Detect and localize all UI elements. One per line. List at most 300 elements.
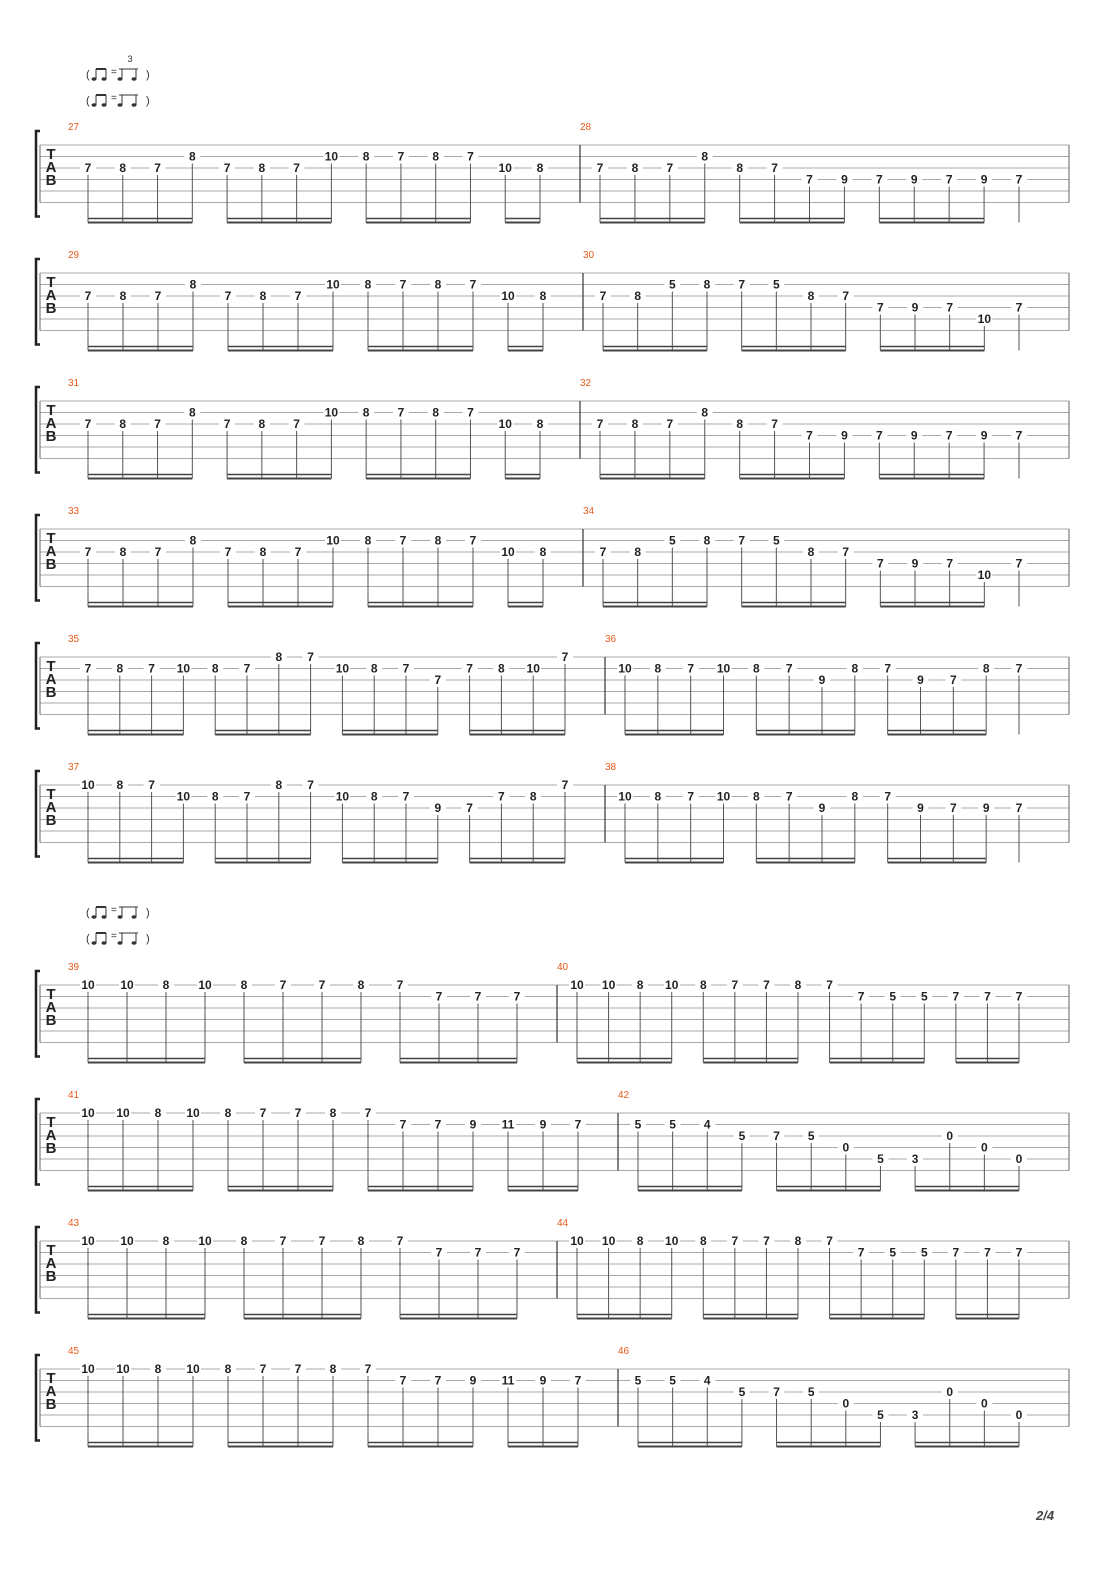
fret-number: 9 xyxy=(917,801,924,815)
fret-number: 8 xyxy=(752,661,760,676)
bar-number: 44 xyxy=(557,1218,569,1229)
tab-clef-letter: T xyxy=(46,1114,56,1131)
fret-number: 7 xyxy=(666,161,674,175)
fret-number: 8 xyxy=(851,789,859,804)
note-head xyxy=(92,77,97,81)
fret-number: 10 xyxy=(501,289,515,303)
fret-number: 8 xyxy=(654,789,662,804)
fret-number: 3 xyxy=(911,1408,919,1422)
fret-number: 8 xyxy=(357,1234,365,1248)
tab-clef-letter: T xyxy=(46,530,56,547)
fret-number: 7 xyxy=(826,978,833,992)
fret-number: 10 xyxy=(120,1234,134,1248)
fret-number: 7 xyxy=(396,978,404,992)
fret-number: 7 xyxy=(1015,801,1023,815)
fret-number: 7 xyxy=(945,172,953,187)
fret-number: 7 xyxy=(785,661,793,676)
fret-number: 7 xyxy=(469,277,477,292)
fret-number: 10 xyxy=(498,161,512,175)
fret-number: 7 xyxy=(307,650,314,664)
tab-clef-letter: A xyxy=(45,1255,57,1272)
fret-number: 7 xyxy=(842,289,850,303)
fret-number: 8 xyxy=(259,289,267,303)
tab-system xyxy=(36,634,1069,735)
fret-number: 7 xyxy=(1015,428,1023,443)
fret-number: 10 xyxy=(186,1362,200,1376)
fret-number: 5 xyxy=(772,277,780,292)
fret-number: 8 xyxy=(259,545,267,559)
fret-number: 7 xyxy=(154,545,162,559)
bar-number: 35 xyxy=(68,634,80,645)
fret-number: 8 xyxy=(116,778,124,792)
fret-number: 10 xyxy=(198,978,212,992)
bar-number: 39 xyxy=(68,962,80,973)
fret-number: 10 xyxy=(570,1234,584,1248)
tab-clef-letter: A xyxy=(45,159,57,176)
fret-number: 7 xyxy=(148,778,155,792)
fret-number: 7 xyxy=(154,289,162,303)
fret-number: 10 xyxy=(501,545,515,559)
tab-clef-letter: T xyxy=(46,274,56,291)
fret-number: 9 xyxy=(910,172,918,187)
fret-number: 8 xyxy=(536,417,544,431)
fret-number: 10 xyxy=(601,978,616,992)
fret-number: 10 xyxy=(498,417,512,431)
tab-clef-letter: A xyxy=(45,543,57,560)
bar-number: 36 xyxy=(605,634,617,645)
tab-clef-letter: A xyxy=(45,415,57,432)
fret-number: 9 xyxy=(469,1117,477,1132)
fret-number: 10 xyxy=(176,789,191,804)
fret-number: 10 xyxy=(716,789,731,804)
paren-open: ( xyxy=(86,95,90,107)
fret-number: 10 xyxy=(326,533,340,548)
fret-number: 0 xyxy=(981,1396,988,1411)
fret-number: 5 xyxy=(738,1385,746,1399)
fret-number: 8 xyxy=(240,978,248,992)
fret-number: 10 xyxy=(326,277,340,292)
fret-number: 7 xyxy=(399,533,407,548)
fret-number: 7 xyxy=(773,1129,780,1143)
fret-number: 7 xyxy=(806,428,813,443)
fret-number: 7 xyxy=(279,1234,287,1248)
fret-number: 8 xyxy=(539,289,547,303)
paren-close: ) xyxy=(146,69,150,81)
note-head xyxy=(102,915,107,919)
fret-number: 7 xyxy=(307,778,314,792)
fret-number: 7 xyxy=(397,405,405,420)
fret-number: 10 xyxy=(335,661,350,676)
fret-number: 7 xyxy=(294,1106,302,1120)
fret-number: 7 xyxy=(279,978,287,992)
fret-number: 7 xyxy=(875,172,883,187)
fret-number: 8 xyxy=(498,661,505,676)
fret-number: 7 xyxy=(949,801,957,815)
tab-clef-letter: B xyxy=(45,1268,57,1285)
fret-number: 7 xyxy=(434,1117,442,1132)
fret-number: 9 xyxy=(434,801,442,815)
note-head xyxy=(118,103,123,107)
bar-number: 32 xyxy=(580,378,592,389)
fret-number: 7 xyxy=(402,661,410,676)
fret-number: 7 xyxy=(84,289,92,303)
fret-number: 7 xyxy=(738,533,746,548)
fret-number: 0 xyxy=(946,1385,954,1399)
fret-number: 7 xyxy=(738,277,746,292)
fret-number: 8 xyxy=(240,1234,248,1248)
tab-system xyxy=(36,962,1069,1063)
fret-number: 10 xyxy=(186,1106,200,1120)
fret-number: 9 xyxy=(980,172,988,187)
fret-number: 8 xyxy=(364,533,372,548)
fret-number: 8 xyxy=(631,161,639,175)
fret-number: 8 xyxy=(432,149,440,164)
fret-number: 7 xyxy=(596,161,604,175)
fret-number: 8 xyxy=(275,778,283,792)
fret-number: 10 xyxy=(335,789,350,804)
bar-number: 33 xyxy=(68,506,80,517)
fret-number: 7 xyxy=(154,161,161,175)
system-bracket xyxy=(36,131,40,217)
fret-number: 7 xyxy=(1015,556,1023,571)
fret-number: 8 xyxy=(634,545,642,559)
fret-number: 5 xyxy=(634,1117,642,1132)
fret-number: 10 xyxy=(618,661,632,676)
fret-number: 7 xyxy=(1015,300,1023,315)
fret-number: 9 xyxy=(917,673,924,687)
equals-sign: = xyxy=(111,93,117,104)
fret-number: 7 xyxy=(259,1106,267,1120)
fret-number: 9 xyxy=(911,300,919,315)
fret-number: 8 xyxy=(636,1234,644,1248)
fret-number: 7 xyxy=(467,405,474,420)
note-head xyxy=(118,915,123,919)
fret-number: 7 xyxy=(946,300,954,315)
paren-close: ) xyxy=(146,95,150,107)
fret-number: 7 xyxy=(434,1373,442,1388)
fret-number: 8 xyxy=(539,545,547,559)
tab-clef-letter: T xyxy=(46,146,56,163)
fret-number: 8 xyxy=(703,533,711,548)
fret-number: 7 xyxy=(561,650,569,664)
fret-number: 8 xyxy=(258,417,266,431)
fret-number: 7 xyxy=(399,1117,407,1132)
fret-number: 7 xyxy=(1015,989,1023,1004)
fret-number: 0 xyxy=(842,1396,850,1411)
tab-clef-letter: A xyxy=(45,799,57,816)
fret-number: 7 xyxy=(498,789,505,804)
bar-number: 41 xyxy=(68,1090,80,1101)
fret-number: 5 xyxy=(920,1245,928,1260)
fret-number: 9 xyxy=(818,801,826,815)
tab-clef-letter: B xyxy=(45,428,57,445)
fret-number: 10 xyxy=(977,568,992,582)
bar-number: 30 xyxy=(583,250,595,261)
fret-number: 8 xyxy=(119,289,127,303)
fret-number: 8 xyxy=(631,417,639,431)
fret-number: 3 xyxy=(911,1152,919,1166)
fret-number: 5 xyxy=(668,533,676,548)
bar-number: 40 xyxy=(557,962,569,973)
fret-number: 8 xyxy=(851,661,859,676)
fret-number: 7 xyxy=(513,989,521,1004)
tab-clef-letter: T xyxy=(46,1242,56,1259)
tab-clef-letter: B xyxy=(45,684,57,701)
fret-number: 7 xyxy=(294,289,302,303)
fret-number: 8 xyxy=(370,661,378,676)
note-head xyxy=(132,915,137,919)
fret-number: 5 xyxy=(669,1373,676,1388)
fret-number: 0 xyxy=(842,1140,850,1155)
tab-system xyxy=(36,250,1069,351)
fret-number: 10 xyxy=(176,661,191,676)
fret-number: 7 xyxy=(1015,1245,1023,1260)
tab-clef-letter: A xyxy=(45,1127,57,1144)
tab-clef-letter: A xyxy=(45,671,57,688)
note-head xyxy=(132,77,137,81)
fret-number: 5 xyxy=(738,1129,746,1143)
swing-marking xyxy=(86,54,150,107)
fret-number: 7 xyxy=(84,417,92,431)
fret-number: 7 xyxy=(84,545,92,559)
fret-number: 8 xyxy=(434,533,442,548)
fret-number: 7 xyxy=(785,789,793,804)
page-number: 2/4 xyxy=(1036,1508,1055,1523)
fret-number: 8 xyxy=(224,1106,232,1120)
fret-number: 8 xyxy=(162,978,170,992)
fret-number: 7 xyxy=(397,149,405,164)
fret-number: 7 xyxy=(294,545,302,559)
swing-marking xyxy=(86,905,150,945)
bar-number: 29 xyxy=(68,250,80,261)
tab-clef-letter: T xyxy=(46,986,56,1003)
fret-number: 5 xyxy=(889,989,897,1004)
bar-number: 43 xyxy=(68,1218,80,1229)
tab-clef-letter: B xyxy=(45,812,57,829)
fret-number: 10 xyxy=(977,312,992,326)
system-bracket xyxy=(36,387,40,473)
fret-number: 10 xyxy=(665,1234,679,1248)
fret-number: 7 xyxy=(243,789,251,804)
fret-number: 10 xyxy=(665,978,679,992)
fret-number: 8 xyxy=(794,978,802,992)
fret-number: 10 xyxy=(116,1362,130,1376)
fret-number: 8 xyxy=(154,1362,162,1376)
fret-number: 7 xyxy=(293,417,300,431)
note-head xyxy=(118,941,123,945)
tab-clef-letter: B xyxy=(45,1396,57,1413)
bar-number: 38 xyxy=(605,762,617,773)
system-bracket xyxy=(36,1355,40,1441)
system-bracket xyxy=(36,1227,40,1313)
equals-sign: = xyxy=(111,905,117,916)
equals-sign: = xyxy=(111,67,117,78)
fret-number: 7 xyxy=(763,1234,770,1248)
fret-number: 7 xyxy=(318,1234,326,1248)
fret-number: 8 xyxy=(807,545,815,559)
fret-number: 11 xyxy=(501,1117,515,1132)
fret-number: 8 xyxy=(329,1106,337,1120)
fret-number: 8 xyxy=(211,789,219,804)
tab-clef-letter: A xyxy=(45,1383,57,1400)
tab-system xyxy=(36,122,1069,223)
fret-number: 11 xyxy=(501,1373,515,1388)
bar-number: 46 xyxy=(618,1346,630,1357)
fret-number: 8 xyxy=(432,405,440,420)
fret-number: 9 xyxy=(818,673,826,687)
fret-number: 7 xyxy=(687,661,695,676)
fret-number: 7 xyxy=(771,161,778,175)
note-head xyxy=(132,941,137,945)
fret-number: 7 xyxy=(399,277,407,292)
equals-sign: = xyxy=(111,931,117,942)
fret-number: 7 xyxy=(599,289,607,303)
fret-number: 8 xyxy=(636,978,644,992)
fret-number: 7 xyxy=(952,989,960,1004)
fret-number: 5 xyxy=(634,1373,642,1388)
bar-number: 45 xyxy=(68,1346,80,1357)
fret-number: 8 xyxy=(211,661,219,676)
fret-number: 7 xyxy=(599,545,607,559)
fret-number: 7 xyxy=(826,1234,833,1248)
bar-number: 34 xyxy=(583,506,595,517)
fret-number: 10 xyxy=(526,661,540,676)
fret-number: 5 xyxy=(889,1245,897,1260)
fret-number: 7 xyxy=(731,1234,739,1248)
fret-number: 7 xyxy=(148,661,155,676)
fret-number: 8 xyxy=(634,289,642,303)
fret-number: 8 xyxy=(982,661,990,676)
fret-number: 7 xyxy=(574,1373,582,1388)
fret-number: 7 xyxy=(884,789,892,804)
tab-system xyxy=(36,506,1069,607)
fret-number: 0 xyxy=(946,1129,954,1143)
paren-open: ( xyxy=(86,69,90,81)
fret-number: 7 xyxy=(596,417,604,431)
fret-number: 7 xyxy=(364,1106,372,1120)
fret-number: 8 xyxy=(703,277,711,292)
fret-number: 7 xyxy=(467,149,474,164)
fret-number: 10 xyxy=(81,778,95,792)
tab-clef-letter: B xyxy=(45,1012,57,1029)
fret-number: 7 xyxy=(224,545,232,559)
tab-system xyxy=(36,1346,1069,1447)
bar-number: 37 xyxy=(68,762,80,773)
fret-number: 7 xyxy=(474,1245,482,1260)
fret-number: 9 xyxy=(982,801,990,815)
fret-number: 10 xyxy=(324,405,339,420)
fret-number: 8 xyxy=(699,978,707,992)
fret-number: 7 xyxy=(876,300,884,315)
fret-number: 0 xyxy=(981,1140,988,1155)
fret-number: 9 xyxy=(539,1373,547,1388)
fret-number: 7 xyxy=(513,1245,521,1260)
system-bracket xyxy=(36,643,40,729)
fret-number: 5 xyxy=(807,1385,815,1399)
tab-clef-letter: B xyxy=(45,556,57,573)
fret-number: 7 xyxy=(293,161,300,175)
fret-number: 7 xyxy=(294,1362,302,1376)
fret-number: 7 xyxy=(154,417,161,431)
tab-system xyxy=(36,762,1069,863)
fret-number: 8 xyxy=(119,417,127,431)
fret-number: 7 xyxy=(949,673,957,687)
fret-number: 8 xyxy=(701,149,709,164)
fret-number: 7 xyxy=(687,789,695,804)
fret-number: 7 xyxy=(561,778,569,792)
note-head xyxy=(92,103,97,107)
fret-number: 7 xyxy=(884,661,892,676)
fret-number: 9 xyxy=(980,428,988,443)
fret-number: 7 xyxy=(466,661,473,676)
fret-number: 7 xyxy=(952,1245,960,1260)
fret-number: 7 xyxy=(469,533,477,548)
fret-number: 10 xyxy=(81,1234,95,1248)
note-head xyxy=(102,941,107,945)
fret-number: 7 xyxy=(402,789,410,804)
tab-clef-letter: B xyxy=(45,172,57,189)
fret-number: 10 xyxy=(81,978,95,992)
bar-number: 27 xyxy=(68,122,80,133)
fret-number: 8 xyxy=(154,1106,162,1120)
fret-number: 10 xyxy=(198,1234,212,1248)
fret-number: 7 xyxy=(435,1245,443,1260)
note-head xyxy=(102,103,107,107)
bar-number: 42 xyxy=(618,1090,630,1101)
fret-number: 8 xyxy=(275,650,283,664)
fret-number: 8 xyxy=(794,1234,802,1248)
fret-number: 9 xyxy=(469,1373,477,1388)
fret-number: 9 xyxy=(841,172,848,187)
note-head xyxy=(118,77,123,81)
fret-number: 9 xyxy=(539,1117,547,1132)
tab-clef-letter: B xyxy=(45,1140,57,1157)
fret-number: 7 xyxy=(771,417,778,431)
fret-number: 8 xyxy=(188,405,196,420)
fret-number: 7 xyxy=(399,1373,407,1388)
fret-number: 10 xyxy=(601,1234,616,1248)
fret-number: 8 xyxy=(258,161,266,175)
fret-number: 9 xyxy=(911,556,919,571)
fret-number: 8 xyxy=(434,277,442,292)
fret-number: 10 xyxy=(716,661,731,676)
fret-number: 7 xyxy=(1015,661,1023,676)
tab-clef-letter: T xyxy=(46,786,56,803)
tab-system xyxy=(36,1090,1069,1191)
bar-number: 28 xyxy=(580,122,592,133)
fret-number: 7 xyxy=(857,1245,865,1260)
fret-number: 8 xyxy=(362,149,370,164)
fret-number: 7 xyxy=(435,989,443,1004)
fret-number: 7 xyxy=(876,556,884,571)
fret-number: 10 xyxy=(324,149,339,164)
tab-system xyxy=(36,378,1069,479)
fret-number: 8 xyxy=(119,161,127,175)
fret-number: 7 xyxy=(984,1245,991,1260)
fret-number: 8 xyxy=(699,1234,707,1248)
fret-number: 7 xyxy=(259,1362,267,1376)
fret-number: 8 xyxy=(364,277,372,292)
tab-clef-letter: A xyxy=(45,999,57,1016)
fret-number: 10 xyxy=(120,978,134,992)
fret-number: 7 xyxy=(474,989,482,1004)
system-bracket xyxy=(36,1099,40,1185)
fret-number: 4 xyxy=(703,1117,711,1132)
fret-number: 8 xyxy=(529,789,537,804)
paren-open: ( xyxy=(86,907,90,919)
fret-number: 9 xyxy=(841,428,848,443)
note-head xyxy=(92,915,97,919)
